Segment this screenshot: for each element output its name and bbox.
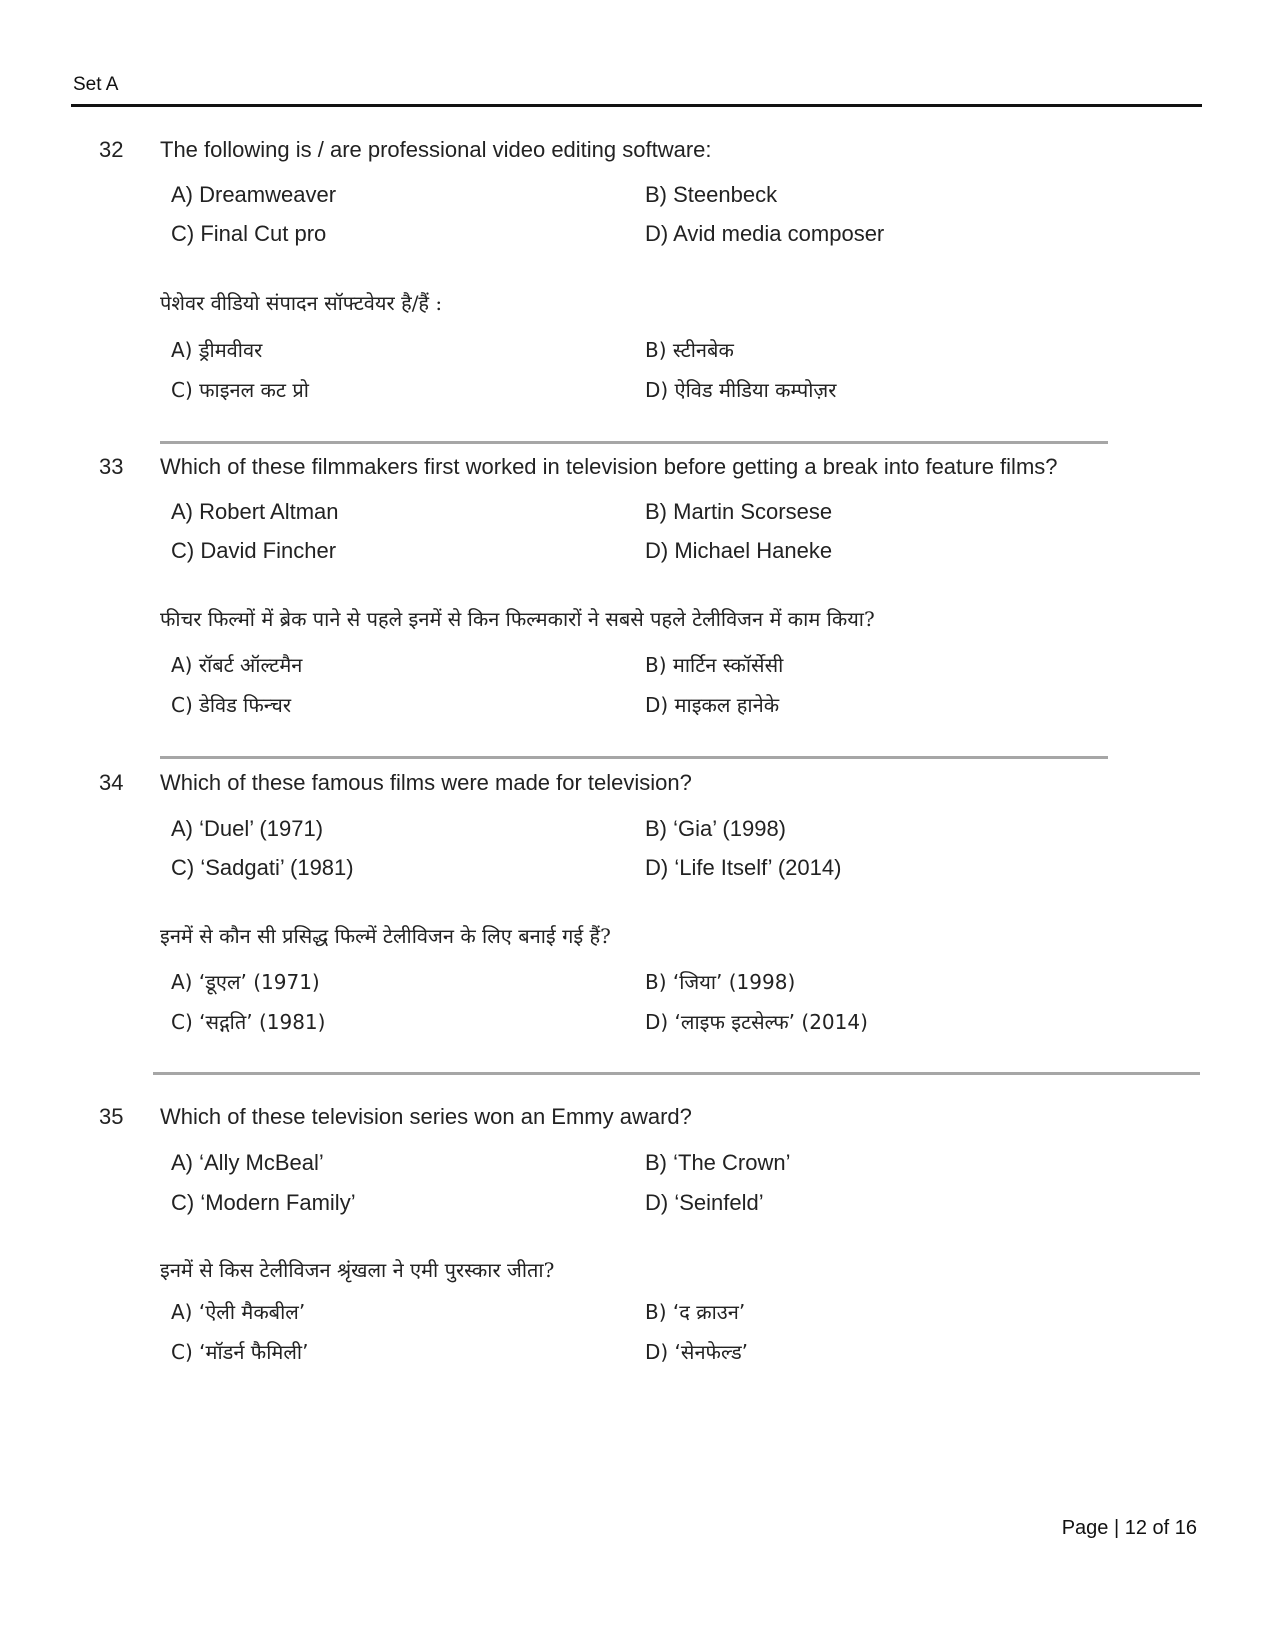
header-rule [71, 104, 1202, 107]
option-c-hi: C) फाइनल कट प्रो [171, 378, 309, 402]
option-d-en: D) Michael Haneke [645, 538, 833, 563]
option-c-en: C) David Fincher [171, 538, 337, 563]
option-b-en: B) Martin Scorsese [645, 499, 833, 524]
option-b-hi: B) स्टीनबेक [645, 338, 734, 362]
option-c-en: C) ‘Sadgati’ (1981) [171, 855, 354, 880]
question-number: 33 [99, 454, 124, 479]
option-a-en: A) Dreamweaver [171, 182, 337, 207]
option-d-hi: D) ‘लाइफ इटसेल्फ’ (2014) [645, 1010, 868, 1034]
question-text-hi: इनमें से कौन सी प्रसिद्ध फिल्में टेलीविजन के लिए बनाई गई हैं? [160, 924, 611, 948]
question-text-en: Which of these television series won an Emmy award? [160, 1104, 692, 1129]
option-a-en: A) Robert Altman [171, 499, 339, 524]
set-label: Set A [73, 74, 119, 95]
option-c-hi: C) ‘मॉडर्न फैमिली’ [171, 1340, 309, 1364]
question-text-en: The following is / are professional video editing software: [160, 137, 712, 162]
question-number: 34 [99, 770, 124, 795]
option-c-en: C) Final Cut pro [171, 221, 327, 246]
option-c-hi: C) ‘सद्गति’ (1981) [171, 1010, 326, 1034]
page-number: Page | 12 of 16 [1061, 1517, 1197, 1539]
question-text-hi: फीचर फिल्मों में ब्रेक पाने से पहले इनमें से किन फिल्मकारों ने सबसे पहले टेलीविजन में काम किया? [160, 607, 875, 631]
option-b-en: B) ‘The Crown’ [645, 1150, 791, 1175]
option-a-hi: A) रॉबर्ट ऑल्टमैन [171, 653, 303, 677]
question-text-hi: पेशेवर वीडियो संपादन सॉफ्टवेयर है/हैं : [160, 291, 443, 315]
option-d-en: D) ‘Life Itself’ (2014) [645, 855, 842, 880]
option-d-en: D) ‘Seinfeld’ [645, 1190, 764, 1215]
option-b-hi: B) मार्टिन स्कॉर्सेसी [645, 653, 784, 677]
option-d-en: D) Avid media composer [645, 221, 885, 246]
option-c-en: C) ‘Modern Family’ [171, 1190, 356, 1215]
question-text-en: Which of these famous films were made for television? [160, 770, 692, 795]
option-b-hi: B) ‘द क्राउन’ [645, 1300, 746, 1324]
option-d-hi: D) माइकल हानेके [645, 693, 780, 717]
option-d-hi: D) ऐविड मीडिया कम्पोज़र [645, 378, 837, 402]
option-b-en: B) ‘Gia’ (1998) [645, 816, 787, 841]
question-number: 32 [99, 137, 124, 162]
option-c-hi: C) डेविड फिन्चर [171, 693, 292, 717]
question-separator [153, 1072, 1200, 1075]
question-separator [160, 756, 1108, 759]
question-number: 35 [99, 1104, 124, 1129]
option-a-en: A) ‘Duel’ (1971) [171, 816, 324, 841]
question-text-hi: इनमें से किस टेलीविजन श्रृंखला ने एमी पुरस्कार जीता? [160, 1258, 555, 1282]
option-a-hi: A) ‘डूएल’ (1971) [171, 970, 320, 994]
option-b-hi: B) ‘जिया’ (1998) [645, 970, 796, 994]
option-d-hi: D) ‘सेनफेल्ड’ [645, 1340, 749, 1364]
option-a-hi: A) ‘ऐली मैकबील’ [171, 1300, 306, 1324]
question-text-en: Which of these filmmakers first worked in television before getting a break into feature films? [160, 454, 1058, 479]
option-a-en: A) ‘Ally McBeal’ [171, 1150, 324, 1175]
question-separator [160, 441, 1108, 444]
option-a-hi: A) ड्रीमवीवर [171, 338, 263, 362]
option-b-en: B) Steenbeck [645, 182, 778, 207]
